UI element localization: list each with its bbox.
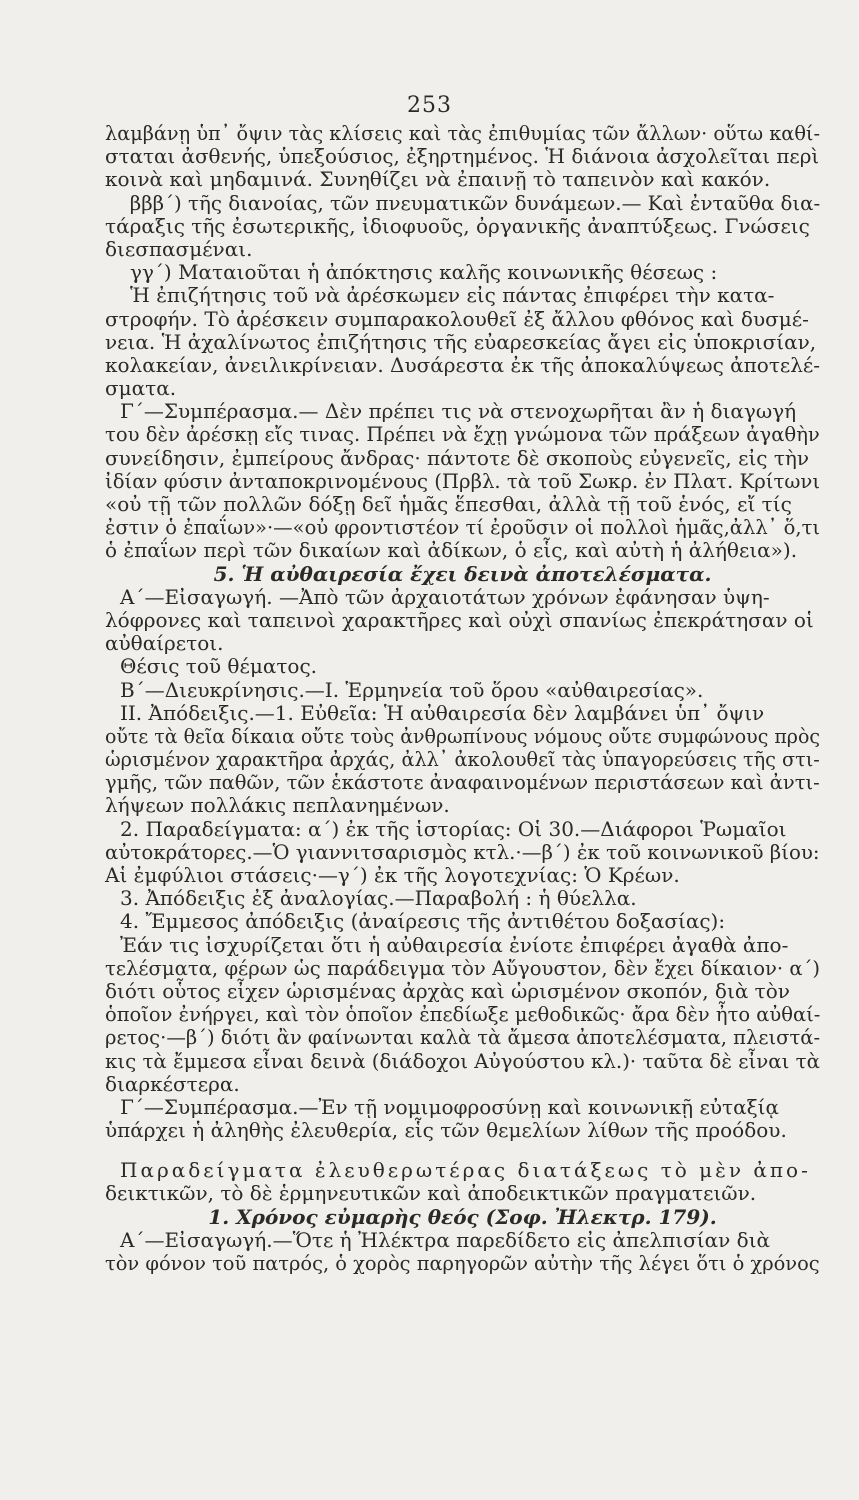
text-line: «οὐ τῇ τῶν πολλῶν δόξῃ δεῖ ἡμᾶς ἕπεσθαι, ἀλλὰ τῇ τοῦ ἑνός, εἴ τίς	[105, 492, 792, 516]
text-line: ΙΙ. Ἀπόδειξις.—1. Εὐθεῖα: Ἡ αὐθαιρεσία δὲν λαμβάνει ὑπ᾽ ὄψιν	[120, 700, 765, 725]
text-line: σταται ἀσθενής, ὑπεξούσιος, ἐξηρτημένος. Ἡ διάνοια ἀσχολεῖται περὶ	[105, 144, 820, 169]
text-line: του δὲν ἀρέσκῃ εἴς τινας. Πρέπει νὰ ἔχῃ γνώμονα τῶν πράξεων ἀγαθὴν	[105, 422, 820, 447]
text-line: αὐθαίρετοι.	[105, 631, 224, 656]
page-number: 253	[407, 93, 452, 118]
text-line: γγ΄) Ματαιοῦται ἡ ἀπόκτησις καλῆς κοινωνικῆς θέσεως :	[130, 260, 718, 285]
text-line: ρετος·—β΄) διότι ἂν φαίνωνται καλὰ τὰ ἄμεσα ἀποτελέσματα, πλειστά-	[105, 1025, 821, 1050]
text-line: λαμβάνῃ ὑπ᾽ ὄψιν τὰς κλίσεις καὶ τὰς ἐπιθυμίας τῶν ἄλλων· οὕτω καθί-	[105, 121, 821, 145]
text-line: κολακείαν, ἀνειλικρίνειαν. Δυσάρεστα ἐκ τῆς ἀποκαλύψεως ἀποτελέ-	[105, 352, 821, 377]
text-line: τελέσματα, φέρων ὡς παράδειγμα τὸν Αὔγουστον, δὲν ἔχει δίκαιον· α΄)	[105, 955, 821, 980]
text-line: 4. Ἔμμεσος ἀπόδειξις (ἀναίρεσις τῆς ἀντιθέτου δοξασίας):	[120, 909, 726, 934]
text-line: σματα.	[105, 376, 177, 401]
text-line: Ἡ ἐπιζήτησις τοῦ νὰ ἀρέσκωμεν εἰς πάντας ἐπιφέρει τὴν κατα-	[130, 283, 775, 308]
text-line: διαρκέστερα.	[105, 1071, 240, 1096]
text-line: τὸν φόνον τοῦ πατρός, ὁ χορὸς παρηγορῶν αὐτὴν τῆς λέγει ὅτι ὁ χρόνος	[105, 1251, 820, 1275]
text-line: Γ΄—Συμπέρασμα.—Ἐν τῇ νομιμοφροσύνῃ καὶ κοινωνικῇ εὐταξίᾳ	[120, 1094, 779, 1119]
text-line: Γ΄—Συμπέρασμα.— Δὲν πρέπει τις νὰ στενοχωρῆται ἂν ἡ διαγωγή	[120, 399, 797, 424]
text-line: Α΄—Εἰσαγωγή.—Ὅτε ἡ Ἠλέκτρα παρεδίδετο εἰς ἀπελπισίαν διὰ	[120, 1227, 771, 1252]
text-line: Β΄—Διευκρίνησις.—Ι. Ἑρμηνεία τοῦ ὅρου «αὐθαιρεσίας».	[120, 677, 704, 702]
section-heading: 5. Ἡ αὐθαιρεσία ἔχει δεινὰ ἀποτελέσματα.	[213, 561, 712, 586]
text-line: οὔτε τὰ θεῖα δίκαια οὔτε τοὺς ἀνθρωπίνους νόμους οὔτε συμφώνους πρὸς	[105, 723, 820, 748]
text-line: Αἱ ἐμφύλιοι στάσεις·—γ΄) ἐκ τῆς λογοτεχνίας: Ὁ Κρέων.	[105, 863, 680, 887]
text-line: λήψεων πολλάκις πεπλανημένων.	[105, 793, 450, 818]
text-line: ὑπάρχει ἡ ἀληθὴς ἐλευθερία, εἷς τῶν θεμελίων λίθων τῆς προόδου.	[105, 1118, 787, 1143]
text-line: νεια. Ἡ ἀχαλίνωτος ἐπιζήτησις τῆς εὐαρεσκείας ἄγει εἰς ὑποκρισίαν,	[105, 329, 817, 354]
text-line: τάραξις τῆς ἐσωτερικῆς, ἰδιοφυοῦς, ὀργανικῆς ἀναπτύξεως. Γνώσεις	[105, 213, 810, 238]
text-line: διεσπασμέναι.	[105, 236, 253, 261]
body-text	[105, 122, 820, 1275]
subsection-heading: 1. Χρόνος εὐμαρὴς θεός (Σοφ. Ἠλεκτρ. 179).	[208, 1204, 717, 1229]
text-line: Α΄—Εἰσαγωγή. —Ἀπὸ τῶν ἀρχαιοτάτων χρόνων ἐφάνησαν ὑψη-	[120, 584, 770, 609]
section-gap	[105, 1142, 820, 1159]
text-line: λόφρονες καὶ ταπεινοὶ χαρακτῆρες καὶ οὐχὶ σπανίως ἐπεκράτησαν οἱ	[105, 607, 814, 632]
spaced-heading-line: Παραδείγματα ἐλευθερωτέρας διατάξεως τὸ μὲν ἀπο-	[120, 1158, 811, 1183]
text-line: 3. Ἀπόδειξις ἐξ ἀναλογίας.—Παραβολή : ἡ θύελλα.	[120, 886, 637, 911]
text-line: γμῆς, τῶν παθῶν, τῶν ἑκάστοτε ἀναφαινομένων περιστάσεων καὶ ἀντι-	[105, 770, 820, 795]
text-line: βββ΄) τῆς διανοίας, τῶν πνευματικῶν δυνάμεων.— Καὶ ἐνταῦθα δια-	[129, 190, 821, 215]
text-line: διότι οὗτος εἶχεν ὡρισμένας ἀρχὰς καὶ ὡρισμένον σκοπόν, διὰ τὸν	[105, 978, 790, 1003]
text-line: στροφήν. Τὸ ἀρέσκειν συμπαρακολουθεῖ ἐξ ἄλλου φθόνος καὶ δυσμέ-	[105, 306, 809, 331]
text-line: Ἐάν τις ἰσχυρίζεται ὅτι ἡ αὐθαιρεσία ἐνίοτε ἐπιφέρει ἀγαθὰ ἀπο-	[120, 932, 789, 957]
text-line: κις τὰ ἔμμεσα εἶναι δεινὰ (διάδοχοι Αὐγούστου κλ.)· ταῦτα δὲ εἶναι τὰ	[105, 1048, 820, 1073]
text-line: ἰδίαν φύσιν ἀνταποκρινομένους (Πρβλ. τὰ τοῦ Σωκρ. ἐν Πλατ. Κρίτωνι	[105, 468, 821, 493]
text-line: δεικτικῶν, τὸ δὲ ἑρμηνευτικῶν καὶ ἀποδεικτικῶν πραγματειῶν.	[105, 1181, 757, 1206]
text-line: αὐτοκράτορες.—Ὁ γιαννιτσαρισμὸς κτλ.·—β΄) ἐκ τοῦ κοινωνικοῦ βίου:	[105, 839, 820, 864]
text-line: Θέσις τοῦ θέματος.	[120, 654, 318, 679]
text-line: ὡρισμένον χαρακτῆρα ἀρχάς, ἀλλ᾽ ἀκολουθεῖ τὰς ὑπαγορεύσεις τῆς στι-	[105, 747, 820, 772]
text-line: κοινὰ καὶ μηδαμινά. Συνηθίζει νὰ ἐπαινῇ τὸ ταπεινὸν καὶ κακόν.	[105, 167, 771, 192]
text-line: 2. Παραδείγματα: α΄) ἐκ τῆς ἱστορίας: Οἱ 30.—Διάφοροι Ῥωμαῖοι	[120, 816, 787, 841]
text-line: ὁποῖον ἐνήργει, καὶ τὸν ὁποῖον ἐπεδίωξε μεθοδικῶς· ἄρα δὲν ἦτο αὐθαί-	[105, 1002, 821, 1027]
text-line: συνείδησιν, ἐμπείρους ἄνδρας· πάντοτε δὲ σκοποὺς εὐγενεῖς, εἰς τὴν	[105, 445, 810, 470]
text-line: ὁ ἐπαΐων περὶ τῶν δικαίων καὶ ἀδίκων, ὁ εἷς, καὶ αὐτὴ ἡ ἀλήθεια»).	[105, 538, 798, 563]
text-line: ἐστιν ὁ ἐπαΐων»·—«οὐ φροντιστέον τί ἐροῦσιν οἱ πολλοὶ ἡμᾶς,ἀλλ᾽ ὅ,τι	[105, 515, 821, 540]
